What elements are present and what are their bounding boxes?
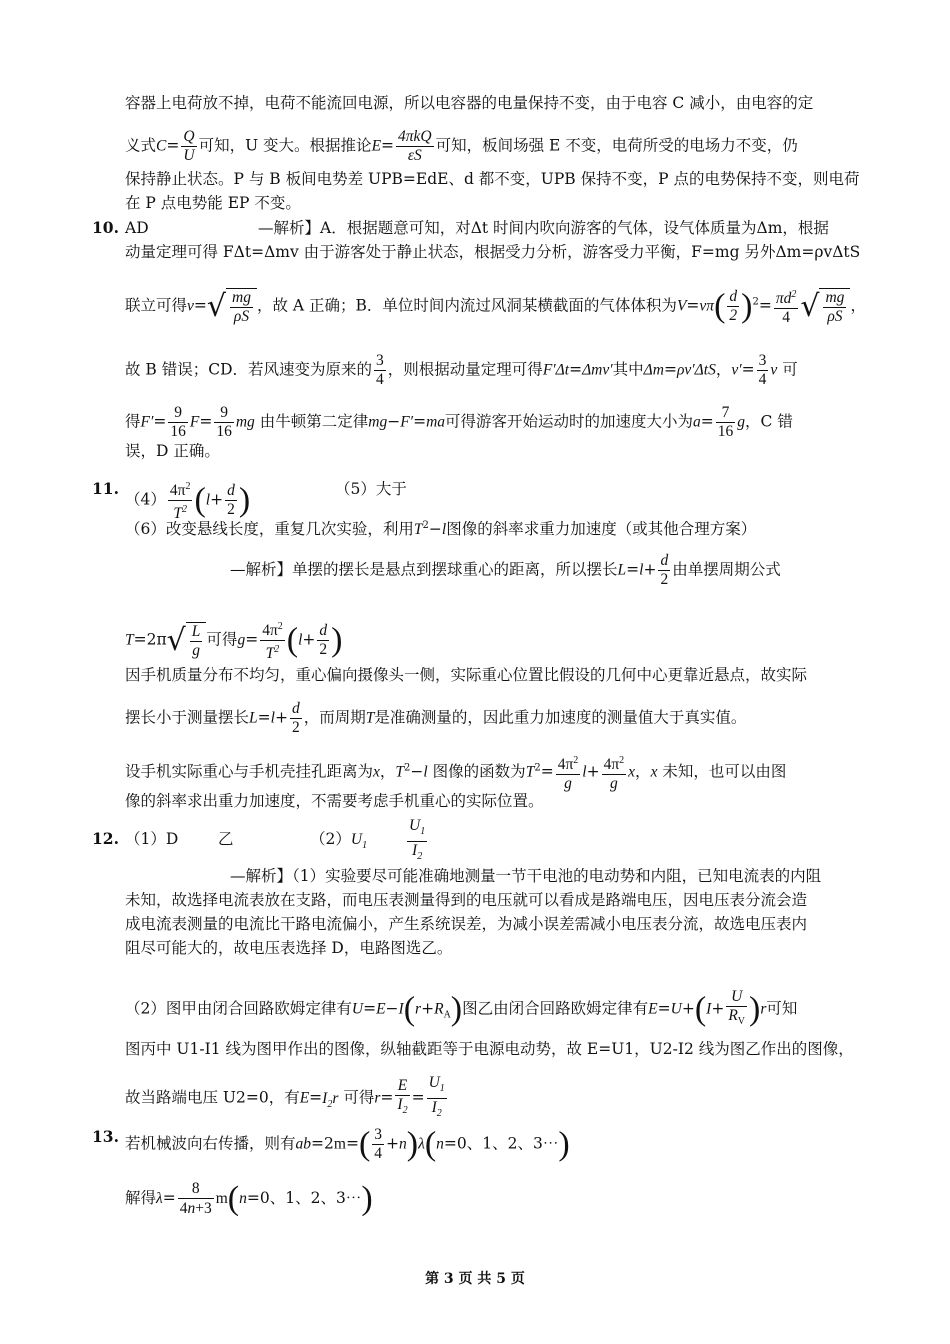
answer: （1）D xyxy=(125,830,179,848)
question-number: 13. xyxy=(92,1127,119,1146)
analysis-line: 动量定理可得 FΔt=Δmv 由于游客处于静止状态，根据受力分析，游客受力平衡，F=mg 另外Δm=ρvΔtS xyxy=(125,243,861,261)
analysis-line: 成电流表测量的电流比干路电流偏小，产生系统误差，为减小误差需减小电压表分流，故选电压表内 xyxy=(125,915,808,933)
page-footer: 第 3 页 共 5 页 xyxy=(425,1271,525,1287)
analysis-line: 设手机实际重心与手机壳挂孔距离为x，$T^2-l$ 图像的函数为$T^2=$ $\frac{4\pi^2}{g}$ l+ $\frac{4\pi^2}{g}$ x，x 未知，也可以由图 xyxy=(125,752,786,793)
analysis-line: 解得λ= $\frac{8}{4n+3}$ m(n=0、1、2、3⋯) xyxy=(125,1180,373,1217)
analysis-line: 阻尽可能大的，故电压表选择 D，电路图选乙。 xyxy=(125,939,453,957)
answer: （5）大于 xyxy=(335,480,407,498)
paragraph-line: 义式C= $\frac{Q}{U}$ 可知，U 变大。根据推论E= $\frac{\text{4πkQ}}{\varepsilon S}$ 可知，板间场强 E 不变，电荷所受的电场力不变，仍 xyxy=(125,128,798,164)
analysis-line: —解析】A．根据题意可知，对Δt 时间内吹向游客的气体，设气体质量为Δm，根据 xyxy=(258,219,829,237)
paragraph-line: 保持静止状态。P 与 B 板间电势差 UPB=EdE、d 都不变，UPB 保持不变，P 点的电势保持不变，则电荷 xyxy=(125,170,860,188)
analysis-line: 得F′= $\frac{9}{16}$ F= $\frac{9}{16}$ mg 由牛顿第二定律mg−F′=ma可得游客开始运动时的加速度大小为a= $\frac{7}{16}$ g，C 错 xyxy=(125,404,793,440)
paragraph-line: 容器上电荷放不掉，电荷不能流回电源，所以电容器的电量保持不变，由于电容 C 减小，由电容的定 xyxy=(125,94,814,112)
analysis-line: 若机械波向右传播，则有ab=2m=( $\frac{3}{4}$ +n)λ(n=0、1、2、3⋯) xyxy=(125,1125,570,1163)
analysis-line: 摆长小于测量摆长L=l+ $\frac{d}{2}$ ，而周期T是准确测量的，因此重力加速度的测量值大于真实值。 xyxy=(125,700,747,736)
question-number: 11. xyxy=(92,479,119,498)
answer: 乙 xyxy=(218,830,234,848)
answer: （6）改变悬线长度，重复几次实验，利用$T^2-l$图像的斜率求重力加速度（或其他合理方案） xyxy=(125,520,757,539)
analysis-line: 故当路端电压 U2=0，有$E=I_2r$ 可得r= $\frac{E}{I_2}$ = $\frac{U_1}{I_2}$ xyxy=(125,1074,445,1120)
analysis-line: （2）图甲由闭合回路欧姆定律有$U=E-I(r+R_A)$图乙由闭合回路欧姆定律有E=U+(I+ $\frac{U}{R_V}$ )r可知 xyxy=(125,988,798,1028)
analysis-line: T=2π√ $\frac{L}{g}$ 可得g= $\frac{4\pi^2}{T^2}$ (l+ $\frac{d}{2}$ ) xyxy=(125,618,342,663)
analysis-line: 误，D 正确。 xyxy=(125,442,220,460)
answer: $(2)U_1$ xyxy=(310,830,368,852)
analysis-line: —解析】单摆的摆长是悬点到摆球重心的距离，所以摆长L=l+ $\frac{d}{2}$ 由单摆周期公式 xyxy=(230,552,781,588)
analysis-line: 故 B 错误；CD．若风速变为原来的 $\frac{3}{4}$ ，则根据动量定理可得F′Δt=Δmv′其中Δm=ρv′ΔtS，v′= $\frac{3}{4}$ v 可 xyxy=(125,352,798,388)
analysis-line: 因手机质量分布不均匀，重心偏向摄像头一侧，实际重心位置比假设的几何中心更靠近悬点，故实际 xyxy=(125,666,808,684)
analysis-line: 图丙中 U1-I1 线为图甲作出的图像，纵轴截距等于电源电动势，故 E=U1，U2-I2 线为图乙作出的图像， xyxy=(125,1040,854,1058)
question-number: 10. xyxy=(92,218,119,237)
answer: （4） $\frac{4\pi^2}{T^2}$ (l+ $\frac{d}{2}$ ) xyxy=(125,478,250,523)
answer: $\frac{U_1}{I_2}$ xyxy=(409,817,426,863)
paragraph-line: 在 P 点电势能 EP 不变。 xyxy=(125,194,301,212)
analysis-line: 像的斜率求出重力加速度，不需要考虑手机重心的实际位置。 xyxy=(125,792,544,810)
question-number: 12. xyxy=(92,829,119,848)
answer: AD xyxy=(125,219,149,237)
analysis-line: 未知，故选择电流表放在支路，而电压表测量得到的电压就可以看成是路端电压，因电压表分流会造 xyxy=(125,891,808,909)
analysis-line: 联立可得v=√ $\frac{mg}{\rho S}$ ，故 A 正确；B．单位时间内流过风洞某横截面的气体体积为V=vπ( $\frac{d}{2}$ )$^2$= $\frac{\pi d^2}{4}$ √ $\frac{mg}{\rho S}$ ， xyxy=(125,287,866,327)
analysis-line: —解析】（1）实验要尽可能准确地测量一节干电池的电动势和内阻，已知电流表的内阻 xyxy=(230,867,822,885)
